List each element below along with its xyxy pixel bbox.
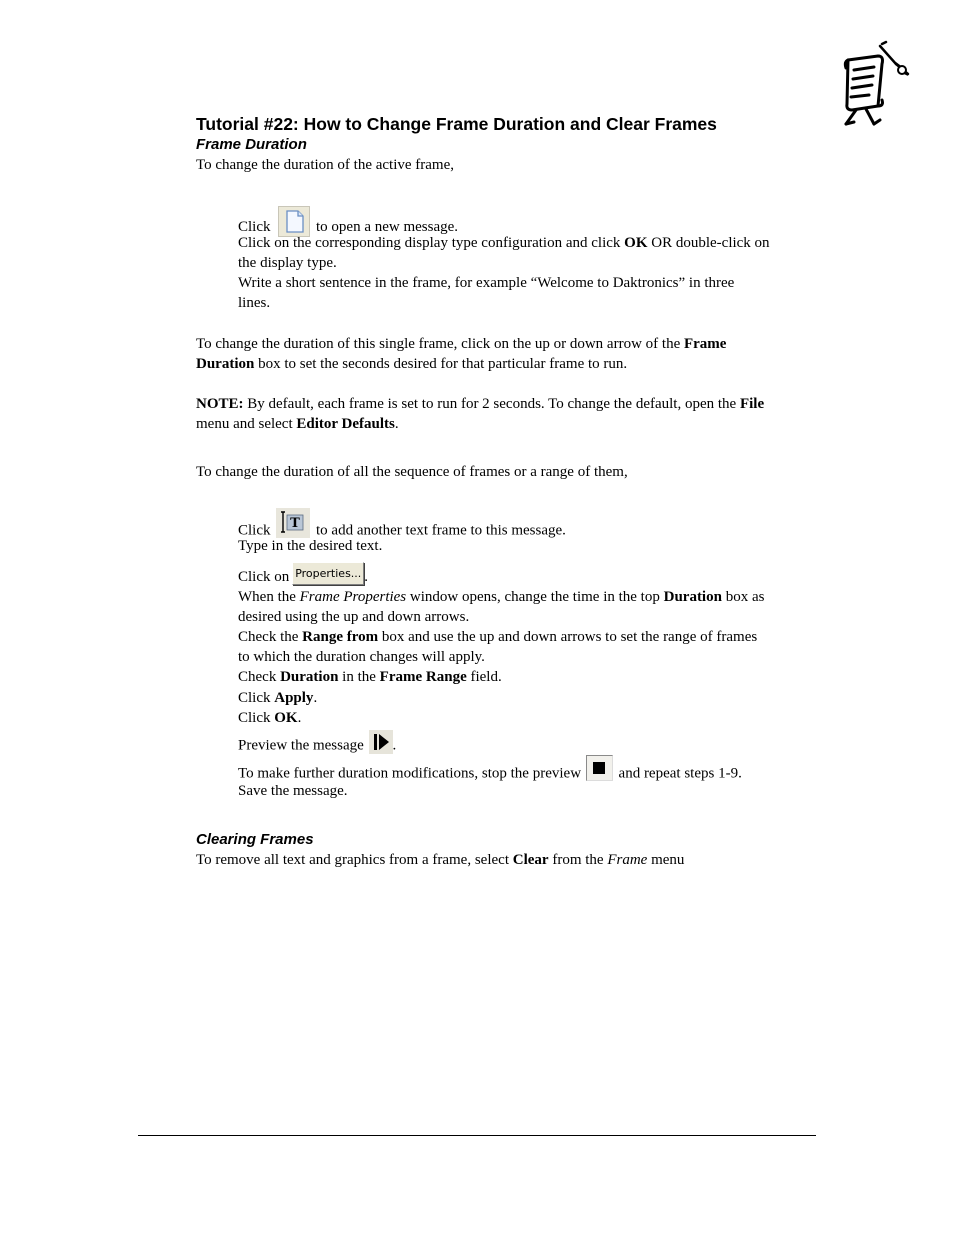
step-preview	[238, 734, 396, 758]
range-intro: To change the duration of all the sequence of frames or a range of them,	[196, 464, 628, 480]
step-text: Click	[238, 710, 275, 726]
svg-text:T: T	[290, 516, 301, 531]
step-text: When the	[238, 589, 300, 605]
step-click-properties	[238, 566, 368, 589]
step-text: .	[392, 737, 397, 754]
note-text: menu and select	[196, 416, 297, 432]
step-click-apply	[238, 688, 317, 708]
step-text: and repeat steps 1-9.	[618, 765, 742, 782]
play-preview-icon	[369, 730, 393, 754]
step-text: in the	[338, 669, 380, 685]
step-text: .	[297, 710, 302, 726]
new-document-icon	[279, 207, 309, 236]
step-check-duration	[238, 667, 502, 687]
paragraph-text: box to set the seconds desired for that particular frame to run.	[254, 356, 628, 372]
step-text-bold: Duration	[663, 589, 722, 605]
note-label: NOTE:	[196, 396, 244, 412]
step-range-from-cont: to which the duration changes will apply.	[238, 649, 485, 665]
step-range-from	[238, 627, 757, 647]
frame-duration-intro: To change the duration of the active frame,	[196, 157, 455, 173]
preview-button[interactable]	[369, 730, 393, 754]
step-select-display-type	[238, 233, 770, 253]
step-text: Click	[238, 522, 271, 539]
properties-button[interactable]: Properties...	[292, 562, 364, 585]
single-frame-paragraph-cont	[196, 354, 627, 374]
step-text-bold: Apply	[274, 690, 314, 706]
step-select-display-type-cont: the display type.	[238, 255, 337, 271]
paragraph-text-bold: Clear	[512, 852, 549, 868]
step-text: Click	[238, 218, 271, 235]
add-text-frame-button[interactable]	[276, 508, 310, 538]
step-text-bold: Range from	[302, 629, 379, 645]
step-text: to add another text frame to this message.	[316, 522, 566, 539]
step-frame-properties	[238, 587, 764, 607]
step-write-sentence-cont: lines.	[238, 295, 271, 311]
step-text-italic: Frame Properties	[299, 589, 407, 605]
note-text: By default, each frame is set to run for 2 seconds. To change the default, open the	[243, 396, 740, 412]
stop-icon	[587, 756, 612, 780]
paragraph-text: from the	[548, 852, 608, 868]
note-paragraph-cont	[196, 414, 399, 434]
paragraph-text: menu	[647, 852, 685, 868]
section-heading-clearing-frames: Clearing Frames	[196, 831, 314, 848]
step-text: To make further duration modifications, stop the preview	[238, 765, 582, 782]
step-frame-properties-cont: desired using the up and down arrows.	[238, 609, 470, 625]
step-text: Click	[238, 690, 275, 706]
section-heading-frame-duration: Frame Duration	[196, 136, 307, 153]
step-text: Click on the corresponding display type configuration and click	[238, 235, 625, 251]
step-text: box and use the up and down arrows to set the range of frames	[378, 629, 758, 645]
step-text: Preview the message	[238, 737, 364, 754]
paragraph-text-bold: Duration	[196, 356, 255, 372]
note-text-bold: File	[739, 396, 765, 412]
clearing-frames-text	[196, 850, 684, 870]
paragraph-text: To remove all text and graphics from a frame, select	[196, 852, 513, 868]
stop-preview-button[interactable]	[586, 755, 613, 781]
step-text: Check	[238, 669, 281, 685]
step-text: .	[364, 568, 368, 585]
paragraph-text: To change the duration of this single frame, click on the up or down arrow of the	[196, 336, 684, 352]
step-text: to open a new message.	[316, 218, 459, 235]
step-type-text: Type in the desired text.	[238, 538, 383, 554]
step-text-bold: Frame Range	[379, 669, 467, 685]
step-text: .	[313, 690, 318, 706]
step-text: window opens, change the time in the top	[406, 589, 664, 605]
note-text-bold: Editor Defaults	[296, 416, 395, 432]
step-text-bold: OK	[274, 710, 298, 726]
note-text: .	[394, 416, 399, 432]
step-text-bold: OK	[624, 235, 648, 251]
paragraph-text-italic: Frame	[607, 852, 648, 868]
step-text: field.	[466, 669, 502, 685]
tutorial-logo-icon	[838, 40, 914, 128]
footer-divider	[138, 1135, 816, 1136]
text-frame-icon	[276, 508, 310, 538]
note-paragraph	[196, 394, 764, 414]
step-text: box as	[721, 589, 765, 605]
step-click-ok	[238, 708, 301, 728]
step-text: OR double-click on	[647, 235, 770, 251]
single-frame-paragraph	[196, 334, 726, 354]
step-text: Click on	[238, 568, 290, 585]
step-write-sentence: Write a short sentence in the frame, for example “Welcome to Daktronics” in three	[238, 275, 735, 291]
step-save-message: Save the message.	[238, 783, 348, 799]
step-text: Check the	[238, 629, 303, 645]
paragraph-text-bold: Frame	[683, 336, 727, 352]
step-text-bold: Duration	[280, 669, 339, 685]
page-title: Tutorial #22: How to Change Frame Duration and Clear Frames	[196, 114, 717, 134]
